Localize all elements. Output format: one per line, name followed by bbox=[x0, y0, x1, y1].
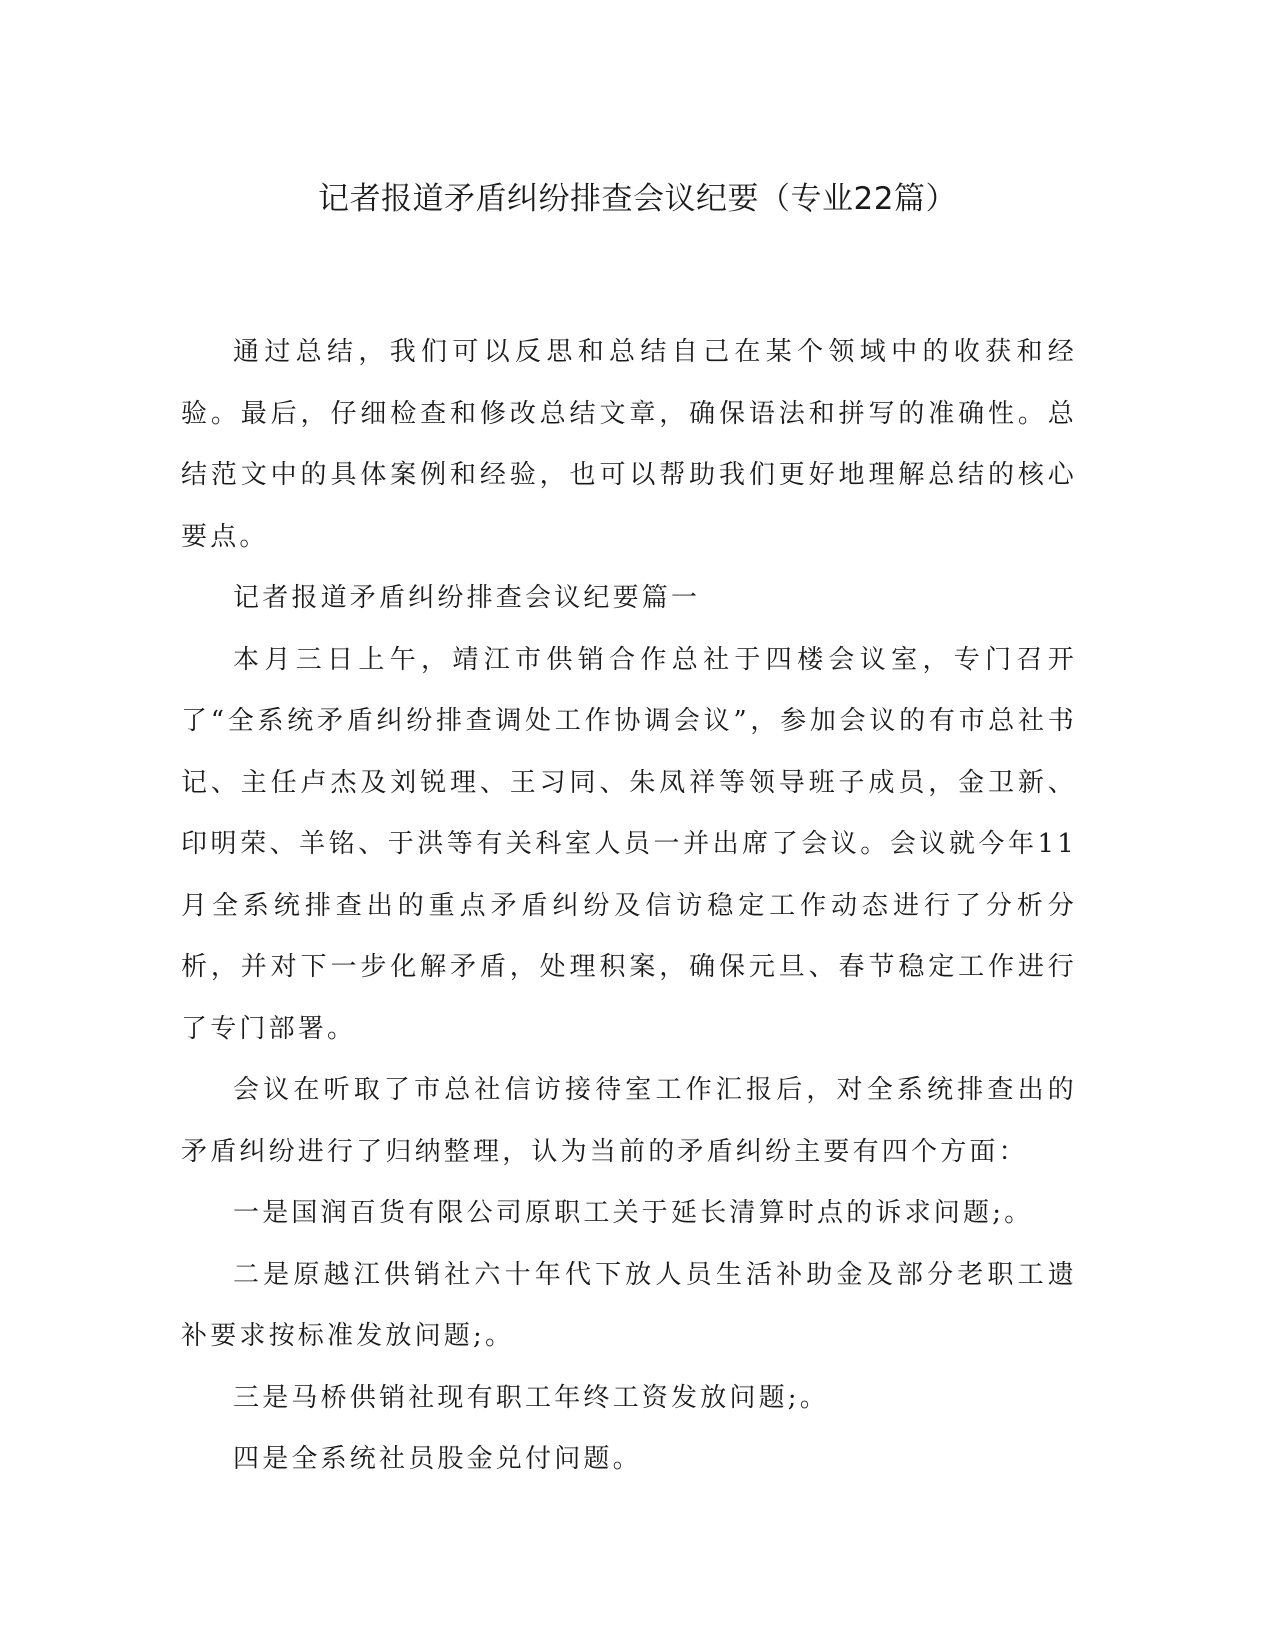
document-body bbox=[181, 322, 1077, 1491]
paragraph-intro: 通过总结，我们可以反思和总结自己在某个领域中的收获和经验。最后，仔细检查和修改总结文章，确保语法和拼写的准确性。总结范文中的具体案例和经验，也可以帮助我们更好地理解总结的核心要点。 bbox=[181, 337, 1077, 552]
list-item-first: 一是国润百货有限公司原职工关于延长清算时点的诉求问题;。 bbox=[233, 1198, 1034, 1228]
list-item-second: 二是原越江供销社六十年代下放人员生活补助金及部分老职工遗补要求按标准发放问题;。 bbox=[181, 1259, 1077, 1351]
list-item-fourth: 四是全系统社员股金兑付问题。 bbox=[233, 1444, 642, 1474]
paragraph-meeting: 本月三日上午，靖江市供销合作总社于四楼会议室，专门召开了“全系统矛盾纠纷排查调处工作协调会议”，参加会议的有市总社书记、主任卢杰及刘锐理、王习同、朱凤祥等领导班子成员，金卫新、印明荣、羊铭、于洪等有关科室人员一并出席了会议。会议就今年11月全系统排查出的重点矛盾纠纷及信访稳定工作动态进行了分析分析，并对下一步化解矛盾，处理积案，确保元旦、春节稳定工作进行了专门部署。 bbox=[181, 644, 1077, 1044]
list-item-third: 三是马桥供销社现有职工年终工资发放问题;。 bbox=[233, 1382, 829, 1413]
section-heading: 记者报道矛盾纠纷排查会议纪要篇一 bbox=[233, 583, 701, 613]
document-title: 记者报道矛盾纠纷排查会议纪要（专业22篇） bbox=[318, 181, 957, 217]
paragraph-summary: 会议在听取了市总社信访接待室工作汇报后，对全系统排查出的矛盾纠纷进行了归纳整理，认为当前的矛盾纠纷主要有四个方面： bbox=[181, 1075, 1077, 1167]
